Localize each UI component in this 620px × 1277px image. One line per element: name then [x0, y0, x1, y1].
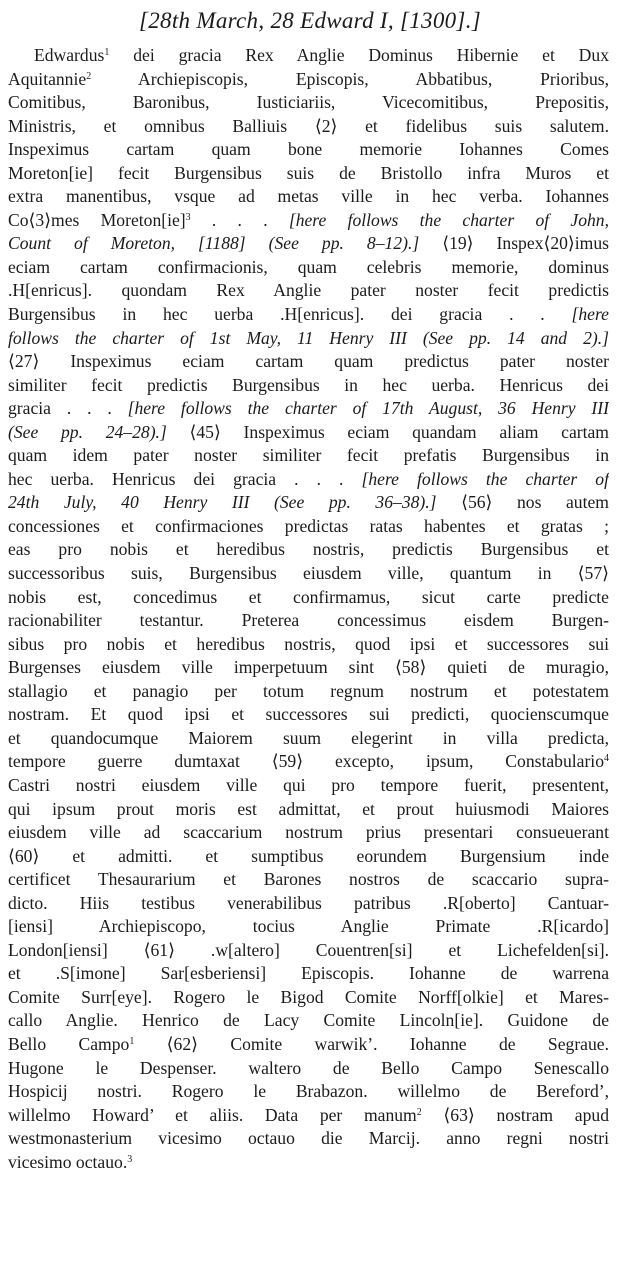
- editorial-note-text: [here follows the charter of John,: [288, 209, 609, 230]
- editorial-note-text: [here: [571, 304, 609, 325]
- text-run: tempore guerre dumtaxat ⟨59⟩ excepto, ipsum, Constabulario: [8, 751, 604, 772]
- editorial-note-text: [here follows the charter of 17th August, 36 Henry III: [127, 398, 609, 419]
- footnote-marker: 4: [604, 753, 609, 765]
- text-run: ⟨45⟩ Inspeximus eciam quandam aliam cartam: [166, 421, 609, 442]
- text-line: [8, 397, 609, 421]
- text-run: ⟨63⟩ nostram apud: [421, 1104, 609, 1125]
- text-run: similiter fecit predictis Burgensibus in hec uerba. Henricus dei: [8, 374, 609, 395]
- text-run: Hospicij nostri. Rogero le Brabazon. willelmo de Bereford’,: [8, 1081, 609, 1102]
- text-run: racionabiliter testantur. Preterea concessimus eisdem Burgen-: [8, 610, 609, 631]
- text-line: [8, 868, 609, 892]
- text-run: willelmo Howard’ et aliis. Data per manum: [8, 1104, 417, 1125]
- text-line: [8, 303, 609, 327]
- text-line: [8, 209, 609, 233]
- text-run: westmonasterium vicesimo octauo die Marcij. anno regni nostri: [8, 1128, 609, 1149]
- text-line: [8, 279, 609, 303]
- text-run: certificet Thesaurarium et Barones nostros de scaccario supra-: [8, 869, 609, 890]
- text-line: [8, 986, 609, 1010]
- text-line: [8, 515, 609, 539]
- text-line: [8, 327, 609, 351]
- text-line: [8, 845, 609, 869]
- text-line: [8, 185, 609, 209]
- text-line: [8, 232, 609, 256]
- footnote-marker: 3: [127, 1153, 133, 1165]
- text-run: concessiones et confirmaciones predictas ratas habentes et gratas ;: [8, 515, 609, 536]
- text-line: [8, 892, 609, 916]
- text-line: [8, 491, 609, 515]
- text-run: ⟨56⟩ nos autem: [436, 492, 609, 513]
- page-header: [28th March, 28 Edward I, [1300].]: [138, 8, 481, 33]
- text-line: [8, 468, 609, 492]
- text-run: Hugone le Despenser. waltero de Bello Campo Senescallo: [8, 1057, 609, 1078]
- charter-text: [8, 44, 609, 1174]
- text-run: stallagio et panagio per totum regnum nostrum et potestatem: [8, 680, 609, 701]
- text-run: ⟨19⟩ Inspex⟨20⟩imus: [419, 233, 609, 254]
- text-run: ⟨60⟩ et admitti. et sumptibus eorundem Burgensium inde: [8, 845, 609, 866]
- text-line: [8, 138, 609, 162]
- text-run: Moreton[ie] fecit Burgensibus suis de Bristollo infra Muros et: [8, 162, 609, 183]
- text-run: Edwardus: [34, 45, 105, 65]
- text-run: successoribus suis, Burgensibus eiusdem ville, quantum in ⟨57⟩: [8, 563, 609, 584]
- text-run: .H[enricus]. quondam Rex Anglie pater noster fecit predictis: [8, 280, 609, 301]
- text-line: [8, 1033, 609, 1057]
- text-run: nostram. Et quod ipsi et successores sui predicti, quocienscumque: [8, 704, 609, 725]
- text-run: Burgensibus in hec uerba .H[enricus]. dei gracia . .: [8, 304, 572, 325]
- text-run: eciam cartam confirmacionis, quam celebris memorie, dominus: [8, 256, 609, 277]
- footnote-marker: 1: [129, 1035, 135, 1047]
- text-line: [8, 1104, 609, 1128]
- text-line: [8, 256, 609, 280]
- text-run: dei gracia Rex Anglie Dominus Hibernie et Dux: [109, 45, 609, 65]
- text-run: Inspeximus cartam quam bone memorie Iohannes Comes: [8, 139, 609, 160]
- text-run: [iensi] Archiepiscopo, tocius Anglie Primate .R[icardo]: [8, 916, 609, 937]
- text-run: Aquitannie: [8, 68, 87, 89]
- text-run: Comitibus, Baronibus, Iusticiariis, Vicecomitibus, Prepositis,: [8, 92, 609, 113]
- footnote-marker: 3: [185, 211, 191, 223]
- text-line: [8, 350, 609, 374]
- text-line: [8, 962, 609, 986]
- text-run: Ministris, et omnibus Balliuis ⟨2⟩ et fidelibus suis salutem.: [8, 115, 609, 136]
- text-line: [8, 1057, 609, 1081]
- text-line: [8, 444, 609, 468]
- footnote-marker: 1: [104, 47, 110, 58]
- footnote-marker: 2: [86, 70, 92, 82]
- text-line: [8, 91, 609, 115]
- editorial-note-text: 24th July, 40 Henry III (See pp. 36–38).]: [8, 492, 437, 513]
- text-line: [8, 68, 609, 92]
- editorial-note-text: (See pp. 24–28).]: [8, 421, 167, 442]
- text-run: eas pro nobis et heredibus nostris, predictis Burgensibus et: [8, 539, 609, 560]
- text-line: [8, 656, 609, 680]
- text-line: [8, 1080, 609, 1104]
- text-line: [8, 939, 609, 963]
- text-run: et quandocumque Maiorem suum elegerint in villa predicta,: [8, 727, 609, 748]
- text-run: ⟨62⟩ Comite warwik’. Iohanne de Segraue.: [134, 1033, 609, 1054]
- text-line: [8, 727, 609, 751]
- text-run: London[iensi] ⟨61⟩ .w[altero] Couentren[si] et Lichefelden[si].: [8, 939, 609, 960]
- text-line: [8, 562, 609, 586]
- text-line: [8, 703, 609, 727]
- text-run: sibus pro nobis et heredibus nostris, quod ipsi et successores sui: [8, 633, 609, 654]
- text-run: vicesimo octauo.: [8, 1151, 128, 1172]
- text-line: [8, 44, 609, 68]
- text-run: Burgenses eiusdem ville imperpetuum sint ⟨58⟩ quieti de muragio,: [8, 657, 609, 678]
- text-run: Bello Campo: [8, 1033, 130, 1054]
- text-line: [8, 680, 609, 704]
- text-run: nobis est, concedimus et confirmamus, sicut carte predicte: [8, 586, 609, 607]
- text-run: et .S[imone] Sar[esberiensi] Episcopis. Iohanne de warrena: [8, 963, 609, 984]
- text-run: ⟨27⟩ Inspeximus eciam cartam quam predictus pater noster: [8, 351, 609, 372]
- text-line: [8, 633, 609, 657]
- text-line: [8, 421, 609, 445]
- text-run: callo Anglie. Henrico de Lacy Comite Lincoln[ie]. Guidone de: [8, 1010, 609, 1031]
- text-line: [8, 798, 609, 822]
- footnote-marker: 2: [416, 1106, 422, 1118]
- text-run: Co⟨3⟩mes Moreton[ie]: [8, 209, 186, 230]
- text-line: [8, 586, 609, 610]
- text-run: gracia . . .: [8, 398, 128, 419]
- text-run: hec uerba. Henricus dei gracia . . .: [8, 468, 362, 489]
- text-run: eiusdem ville ad scaccarium nostrum prius presentari consueuerant: [8, 822, 609, 843]
- text-line: [8, 609, 609, 633]
- text-line: [8, 1151, 609, 1175]
- text-line: [8, 1127, 609, 1151]
- editorial-note-text: [here follows the charter of: [361, 468, 609, 489]
- text-run: Archiepiscopis, Episcopis, Abbatibus, Prioribus,: [91, 68, 609, 89]
- text-run: . . .: [190, 209, 289, 230]
- text-run: qui ipsum prout moris est admittat, et prout huiusmodi Maiores: [8, 798, 609, 819]
- editorial-note-text: Count of Moreton, [1188] (See pp. 8–12).]: [8, 233, 420, 254]
- text-line: [8, 374, 609, 398]
- text-line: [8, 750, 609, 774]
- text-run: Comite Surr[eye]. Rogero le Bigod Comite Norff[olkie] et Mares-: [8, 986, 609, 1007]
- text-run: quam idem pater noster similiter fecit prefatis Burgensibus in: [8, 445, 609, 466]
- editorial-note-text: follows the charter of 1st May, 11 Henry III (See pp. 14 and 2).]: [8, 327, 609, 348]
- text-run: extra manentibus, vsque ad metas ville in hec verba. Iohannes: [8, 186, 609, 207]
- text-line: [8, 915, 609, 939]
- text-line: [8, 115, 609, 139]
- text-line: [8, 538, 609, 562]
- text-line: [8, 162, 609, 186]
- text-line: [8, 774, 609, 798]
- text-run: dicto. Hiis testibus venerabilibus patribus .R[oberto] Cantuar-: [8, 892, 609, 913]
- text-line: [8, 1009, 609, 1033]
- text-run: Castri nostri eiusdem ville qui pro tempore fuerit, presentent,: [8, 774, 609, 795]
- text-line: [8, 821, 609, 845]
